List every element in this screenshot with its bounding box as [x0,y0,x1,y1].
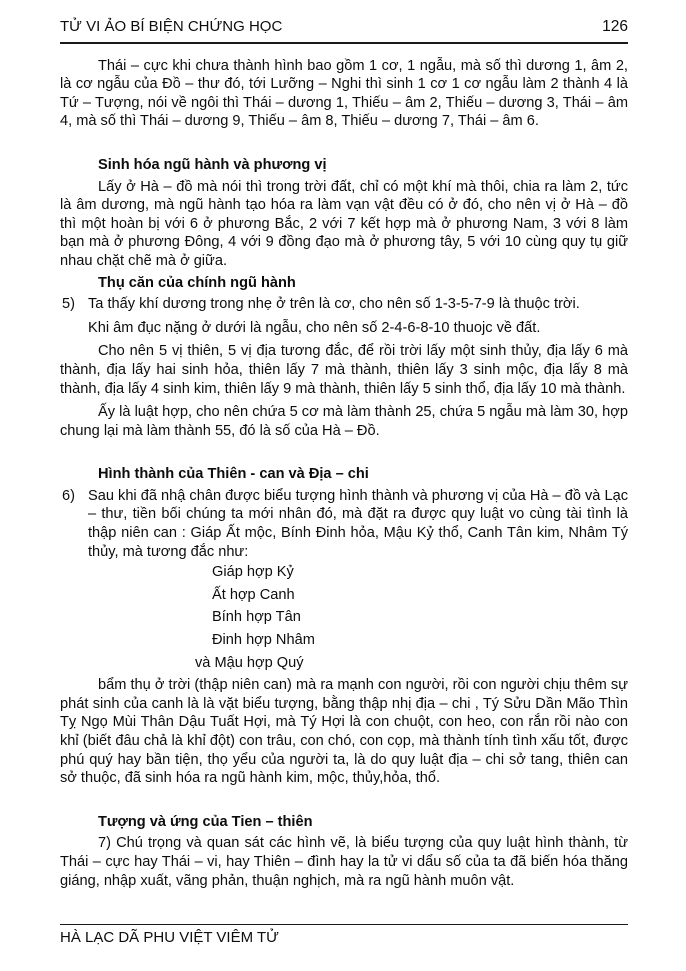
page-footer [60,924,628,948]
numbered-item-5 [60,295,628,314]
item-5-number: 5) [62,296,75,313]
paragraph-lay-o-ha-do: Lấy ở Hà – đồ mà nói thì trong trời đất, chỉ có một khí mà thôi, chia ra làm 2, tức là âm dương, mà ngũ hành tạo hóa ra làm vạn vật đều có ở đó, cho nên vị ở Hà – đồ thì một hoàn bị với 6 ở phương Bắc, 2 với 7 kết hợp mà ở phương Nam, 3 với 8 làm bạn mà ở phương Đông, 4 với 9 đồng đạo mà ở phương tây, 5 với 10 cùng quy tụ giữ nhau chặt chẽ mà ở giữa. [60,178,628,269]
paragraph-chu-trong: 7) Chú trọng và quan sát các hình vẽ, là biểu tượng của quy luật hình thành, từ Thái – cực hay Thái – vi, hay Thiên – đình hay la tử vi dẩu số của ta đã biến hóa thăng giáng, nhập xuất, vãng phản, thuận nghịch, mà ra ngũ hành muôn vật. [60,835,628,889]
heading-hinh-thanh-thien-can-dia-chi: Hình thành của Thiên - can và Địa – chi [98,466,369,483]
heading-tuong-va-ung-tien-thien: Tượng và ứng của Tien – thiên [98,813,313,830]
page-header [60,18,628,44]
paragraph-cho-nen: Cho nên 5 vị thiên, 5 vị địa tương đắc, để rồi trời lấy một sinh thủy, địa lấy 6 mà thành, địa lấy hai sinh hỏa, thiên lấy 7 mà thành, thiên lấy 3 sinh mộc, địa lấy 8 mà thành, địa lấy 4 sinh kim, thiên lấy 9 mà thành, thiên lấy 5 sinh thổ, địa lấy 10 mà thành. [60,343,628,397]
list-item: Giáp hợp Kỷ [212,564,294,581]
heading-thu-can-ngu-hanh: Thụ căn của chính ngũ hành [98,274,296,291]
list-item: và Mậu hợp Quý [195,654,304,671]
footer-text: HÀ LẠC DÃ PHU VIỆT VIÊM TỬ [60,929,279,946]
item-6-text: Sau khi đã nhậ chân được biểu tượng hình thành và phương vị của Hà – đồ và Lạc – thư, tiền bối chúng ta mới nhân đó, mà đặt ra được quy luật vo cùng tài tình là thập niên can : Giáp Ất mộc, Bính Đinh hỏa, Mậu Kỷ thổ, Canh Tân kim, Nhâm Tý thủy, mà tương đắc như: [88,487,628,560]
list-item: Bính hợp Tân [212,609,301,626]
hop-pairs-list [60,563,628,672]
paragraph-thai-cuc: Thái – cực khi chưa thành hình bao gồm 1 cơ, 1 ngẫu, mà số thì dương 1, âm 2, là cơ ngẫu của Đồ – thư đó, tới Lưỡng – Nghi thì sinh 1 cơ 1 cơ ngẫu làm 2 thành 4 là Tứ – Tượng, nói về ngôi thì Thái – dương 1, Thiếu – âm 2, Thiếu – dương 3, Thái – âm 4, mà số thì Thái – dương 9, Thiếu – âm 8, Thiếu – dương 7, Thái – âm 6. [60,57,628,130]
heading-sinh-hoa-ngu-hanh: Sinh hóa ngũ hành và phương vị [98,156,327,173]
list-item: Ất hợp Canh [212,586,295,603]
paragraph-bam-thu: bẩm thụ ở trời (thập niên can) mà ra mạnh con người, rồi con người chịu thêm sự phát sinh của canh là là vặt biểu tượng, bằng thập nhị địa – chi , Tý Sửu Dần Mão Thìn Tỵ Ngọ Mùi Thân Dậu Tuất Hợi, mà Tý Hợi là con chuột, con heo, con rắn rồi nào con khỉ (biết đâu chả là khỉ đột) con trâu, con chó, con cọp, mà thành tính tình xấu tốt, được phú quý hay bần tiện, thọ yểu của người ta, là do quy luật địa – chi sở tang, thiên can sở thuộc, đã sinh hóa ra ngũ hành kim, mộc, thủy,hỏa, thổ. [60,677,628,787]
item-6-number: 6) [62,487,75,504]
header-title: TỬ VI ẢO BÍ BIỆN CHỨNG HỌC [60,18,283,35]
paragraph-ay-la-luat-hop: Ấy là luật hợp, cho nên chứa 5 cơ mà làm thành 25, chứa 5 ngẫu mà làm 30, hợp chung lại mà làm thành 55, đó là số của Hà – Đồ. [60,404,628,439]
paragraph-khi-am: Khi âm đục nặng ở dưới là ngẫu, cho nên số 2-4-6-8-10 thuojc về đất. [88,319,541,336]
numbered-item-6 [60,487,628,561]
item-5-text: Ta thấy khí dương trong nhẹ ở trên là cơ, cho nên số 1-3-5-7-9 là thuộc trời. [88,296,580,313]
header-page-number: 126 [602,18,628,35]
list-item: Đinh hợp Nhâm [212,632,315,649]
